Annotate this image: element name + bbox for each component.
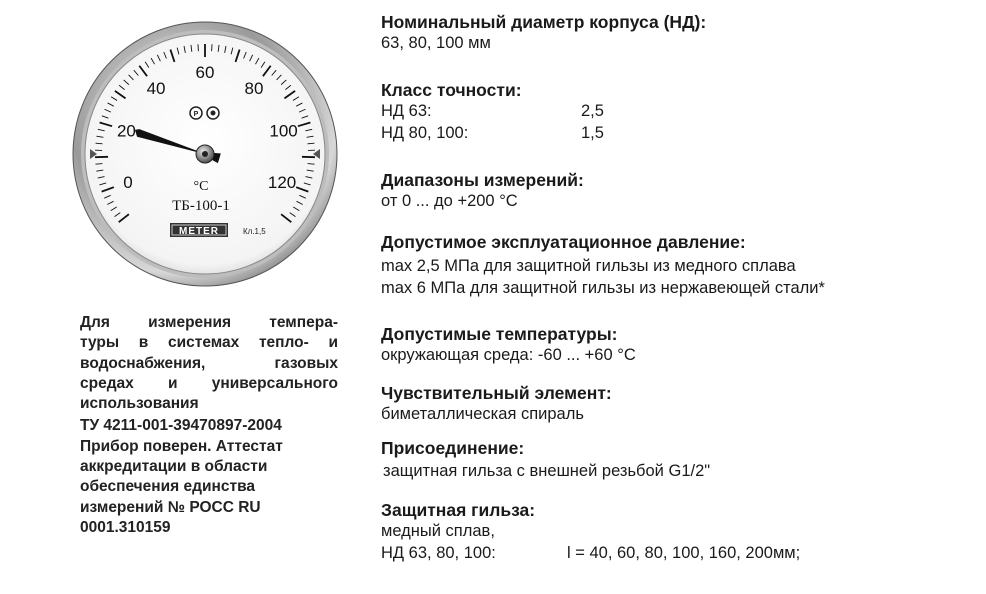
spec-ranges (381, 170, 981, 212)
scale-label: 0 (123, 173, 133, 193)
scale-label: 60 (195, 63, 215, 82)
spec-title: Допустимые температуры: (381, 324, 618, 344)
spec-connection (381, 438, 981, 482)
description-line: Для измерения темпера- (80, 314, 338, 331)
scale-label: 20 (116, 121, 136, 141)
spec-sleeve (381, 500, 981, 564)
spec-sensor (381, 383, 981, 425)
spec-title: Защитная гильза: (381, 500, 536, 520)
class-mark: Кл.1,5 (243, 227, 266, 236)
row-label: НД 63: (381, 102, 432, 120)
tu-line: 0001.310159 (80, 518, 171, 536)
svg-text:P: P (193, 111, 199, 118)
spec-value: от 0 ... до +200 °С (381, 192, 518, 210)
spec-accuracy (381, 80, 981, 144)
spec-diameter (381, 12, 981, 54)
description-block (80, 313, 338, 538)
spec-title: Диапазоны измерений: (381, 170, 584, 190)
tu-line: ТУ 4211-001-39470897-2004 (80, 417, 282, 435)
svg-text:METER: METER (179, 226, 219, 237)
spec-title: Чувствительный элемент: (381, 383, 612, 403)
scale-label: 40 (146, 79, 166, 99)
model-label: ТБ-100-1 (172, 198, 230, 214)
row-label: НД 63, 80, 100: (381, 544, 496, 562)
tu-line: обеспечения единства (80, 478, 256, 496)
scale-label: 100 (269, 121, 298, 141)
accuracy-row (381, 122, 981, 144)
description-line: использования (80, 395, 199, 413)
thermometer-gauge (70, 12, 340, 302)
row-value: 1,5 (581, 124, 604, 142)
tu-line: аккредитации в области (80, 458, 268, 476)
brand-logo (170, 223, 228, 237)
spec-pressure (381, 232, 981, 299)
spec-value: окружающая среда: -60 ... +60 °С (381, 346, 636, 364)
spec-title: Номинальный диаметр корпуса (НД): (381, 12, 707, 32)
tu-line: Прибор поверен. Аттестат (80, 437, 283, 455)
spec-value: max 6 МПа для защитной гильзы из нержавеющей стали* (381, 279, 825, 297)
spec-title: Допустимое эксплуатационное давление: (381, 232, 746, 252)
spec-title: Класс точности: (381, 80, 522, 100)
description-line: средах и универсального (80, 374, 338, 392)
sleeve-row (381, 542, 981, 564)
row-value: l = 40, 60, 80, 100, 160, 200мм; (567, 544, 801, 562)
scale-label: 80 (244, 79, 264, 99)
spec-value: 63, 80, 100 мм (381, 34, 491, 52)
spec-value: защитная гильза с внешней резьбой G1/2" (383, 462, 711, 480)
spec-value: max 2,5 МПа для защитной гильзы из медного сплава (381, 257, 796, 275)
row-label: НД 80, 100: (381, 124, 469, 142)
tu-line: измерений № РОСС RU (80, 498, 261, 516)
accuracy-row (381, 100, 981, 122)
spec-value: медный сплав, (381, 522, 495, 540)
row-value: 2,5 (581, 102, 604, 120)
spec-value: биметаллическая спираль (381, 405, 584, 423)
unit-label: °C (193, 179, 209, 194)
description-line: водоснабжения, газовых (80, 354, 338, 372)
description-line: туры в системах тепло- и (80, 334, 338, 352)
spec-temps (381, 324, 981, 366)
scale-label: 120 (267, 173, 297, 193)
spec-title: Присоединение: (381, 438, 525, 458)
